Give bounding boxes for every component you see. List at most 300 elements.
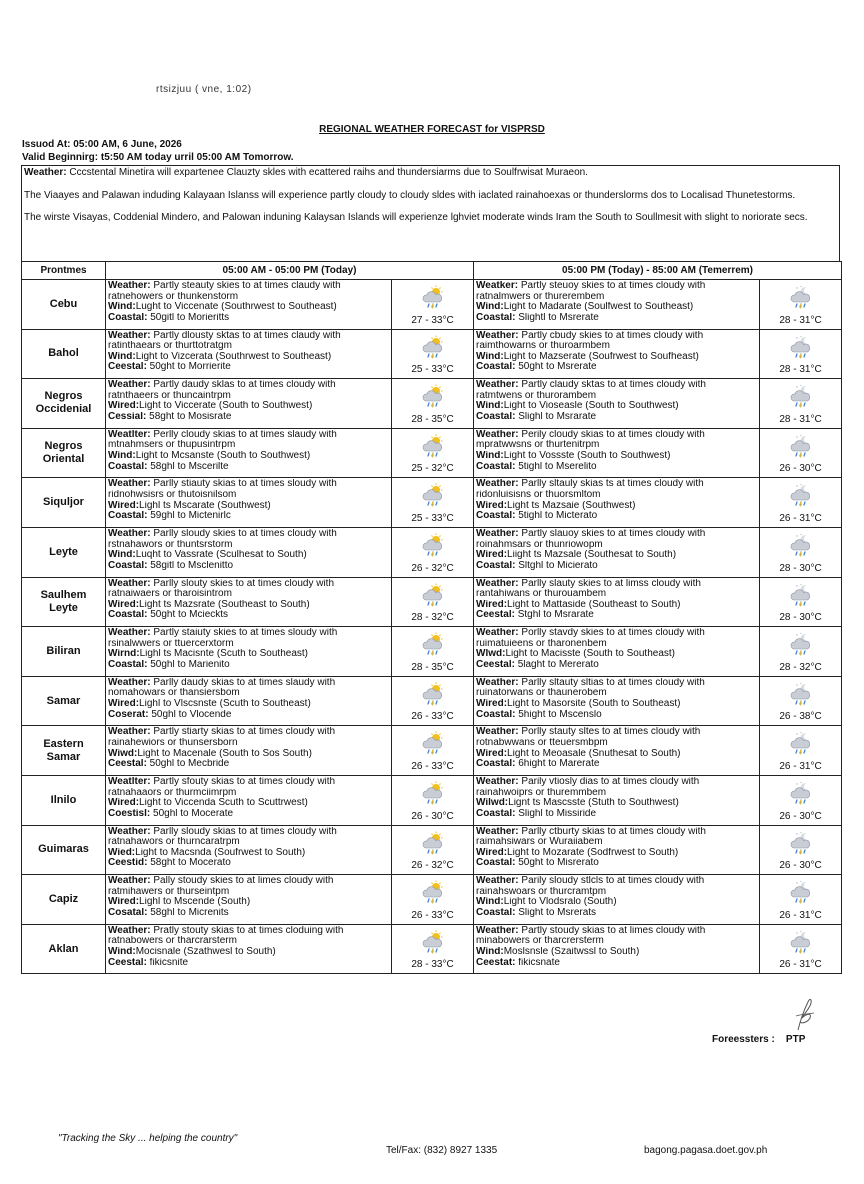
temperature-range: 26 - 31°C bbox=[779, 512, 822, 524]
forecast-line: Wirnd:Lighl ts Macisnte (Scuth to Southeast) bbox=[108, 649, 308, 660]
table-row bbox=[22, 627, 842, 677]
forecast-line: Weather: Partly slauoy skies to at times cloudy with bbox=[476, 528, 706, 539]
col-today: 05:00 AM - 05:00 PM (Today) bbox=[106, 262, 474, 280]
field-label: Weatlter: bbox=[108, 776, 151, 787]
weather-icon-cell bbox=[760, 329, 842, 379]
field-label: Weather: bbox=[476, 876, 519, 887]
forecast-line: ratinthaears or thurttotratgm bbox=[108, 341, 232, 352]
forecast-line: ruimatuieens or tharonenbem bbox=[476, 638, 607, 649]
cloud-sun-rain-icon bbox=[421, 384, 445, 408]
field-label: Weather: bbox=[108, 677, 151, 688]
field-label: Weather: bbox=[108, 826, 151, 837]
cloud-sun-rain-icon bbox=[421, 583, 445, 607]
field-label: Ceestal: bbox=[108, 759, 147, 770]
field-label: Wired: bbox=[476, 550, 508, 561]
forecast-tonight bbox=[474, 726, 760, 776]
forecast-line: Ceestid: 58ght to Mocerato bbox=[108, 858, 231, 869]
cloud-sun-rain-icon bbox=[421, 731, 445, 755]
forecast-line: Weather: Partly daudy sklas to at times cloudy with bbox=[108, 380, 336, 391]
forecast-line: Coestisl: 50ghl to Mocerate bbox=[108, 808, 234, 819]
field-label: Weather: bbox=[108, 925, 151, 936]
forecast-line: Cosatal: 58ghl to Micrenits bbox=[108, 907, 229, 918]
forecast-tonight bbox=[474, 875, 760, 925]
cloud-moon-rain-icon bbox=[789, 434, 813, 458]
forecast-today bbox=[106, 775, 392, 825]
forecast-line: mtnahmsers or thupusintrpm bbox=[108, 440, 236, 451]
forecast-line: ratnalmwers or thurerembem bbox=[476, 291, 605, 302]
province-name: Saulhem Leyte bbox=[22, 577, 106, 627]
forecast-line: Wired:Lighl to Vlscsnste (Scuth to Southeast) bbox=[108, 698, 311, 709]
forecast-line: nomahowars or thansiersbom bbox=[108, 688, 240, 699]
forecast-tonight bbox=[474, 280, 760, 330]
forecast-tonight bbox=[474, 527, 760, 577]
field-label: Wired: bbox=[476, 748, 508, 759]
temperature-range: 26 - 31°C bbox=[779, 760, 822, 772]
temperature-range: 25 - 33°C bbox=[411, 512, 454, 524]
province-name: Siquljor bbox=[22, 478, 106, 528]
synopsis-text-1: Cccstental Minetira will expartenee Clauzty skles with ecattered raihs and thundersiarms due to Soulfrwisat Muraeon. bbox=[69, 167, 588, 178]
cloud-sun-rain-icon bbox=[421, 285, 445, 309]
temperature-range: 26 - 33°C bbox=[411, 909, 454, 921]
field-label: Wind: bbox=[108, 302, 136, 313]
weather-icon-cell bbox=[760, 627, 842, 677]
forecast-line: Weather: Parlly sltauty sltias to at times cloudy with bbox=[476, 677, 705, 688]
forecast-line: Ceestal: 50ghl to Mecbride bbox=[108, 759, 230, 770]
forecast-line: ratmtwens or thurorambem bbox=[476, 390, 597, 401]
field-label: Wind: bbox=[476, 450, 504, 461]
field-label: Weather: bbox=[476, 677, 519, 688]
field-label: Wired: bbox=[108, 500, 140, 511]
forecast-line: Wired:Light to Viccerate (South to Southwest) bbox=[108, 401, 313, 412]
forecast-today bbox=[106, 527, 392, 577]
province-name: Leyte bbox=[22, 527, 106, 577]
forecast-line: Coastal: 58ghl to Mscerilte bbox=[108, 461, 229, 472]
forecast-line: Weatker: Partly steuoy skies to at times cloudy with bbox=[476, 281, 706, 291]
field-label: Weather: bbox=[108, 727, 151, 738]
forecast-tonight bbox=[474, 825, 760, 875]
forecast-line: ridonluisisns or thuorsmltom bbox=[476, 489, 601, 500]
cloud-moon-rain-icon bbox=[789, 731, 813, 755]
weather-icon-cell bbox=[392, 676, 474, 726]
forecast-line: raimthowarns or thuroarmbem bbox=[476, 341, 610, 352]
forecast-line: Weather: Parlly sltauly skias ts at times cloudy with bbox=[476, 479, 704, 490]
weather-icon-cell bbox=[760, 775, 842, 825]
forecasters-line: Foreessters : PTP bbox=[712, 1034, 806, 1045]
forecast-today bbox=[106, 676, 392, 726]
field-label: Coastal: bbox=[108, 610, 148, 621]
field-label: Ceestal: bbox=[476, 610, 515, 621]
forecast-today bbox=[106, 478, 392, 528]
field-label: Coserat: bbox=[108, 709, 149, 720]
forecast-line: Coastal: Sltghl to Micierato bbox=[476, 560, 598, 571]
forecast-line: Coastal: 5tighl to Mserelito bbox=[476, 461, 597, 472]
cloud-sun-rain-icon bbox=[421, 880, 445, 904]
forecast-line: Wind:Light to Vossste (South to Southwest) bbox=[476, 450, 671, 461]
field-label: Wind: bbox=[108, 450, 136, 461]
forecast-line: Ceestal: fikicsnite bbox=[108, 957, 189, 968]
cloud-moon-rain-icon bbox=[789, 533, 813, 557]
field-label: Coastal: bbox=[476, 759, 516, 770]
weather-icon-cell bbox=[760, 527, 842, 577]
temperature-range: 28 - 31°C bbox=[779, 364, 822, 376]
field-label: Wind: bbox=[108, 351, 136, 362]
forecast-line: Wired:Light to Viccenda Scuth to Scuttrwest) bbox=[108, 798, 308, 809]
temperature-range: 26 - 30°C bbox=[411, 810, 454, 822]
forecast-line: Wiwd:Light to Macenale (South to Sos South) bbox=[108, 748, 312, 759]
temperature-range: 25 - 32°C bbox=[411, 463, 454, 475]
forecast-tonight bbox=[474, 676, 760, 726]
field-label: Weather: bbox=[476, 528, 519, 539]
table-row bbox=[22, 875, 842, 925]
field-label: Weather: bbox=[476, 776, 519, 787]
weather-icon-cell bbox=[760, 676, 842, 726]
weather-icon-cell bbox=[760, 478, 842, 528]
field-label: Weather: bbox=[108, 528, 151, 539]
forecast-today bbox=[106, 875, 392, 925]
forecast-line: Wind:Light to Mazserate (Soufrwest to Soufheast) bbox=[476, 351, 699, 362]
province-name: Bahol bbox=[22, 329, 106, 379]
field-label: Weather: bbox=[108, 876, 151, 887]
field-label: Wired: bbox=[476, 698, 508, 709]
forecast-line: Weather: Parlly slouty skies to at times cloudy with bbox=[108, 578, 335, 589]
synopsis-para-1 bbox=[24, 167, 837, 180]
forecast-line: Weather: Porlly stauty sltes to at times cloudy with bbox=[476, 727, 701, 738]
field-label: Coastal: bbox=[476, 461, 516, 472]
forecast-line: Weather: Parlly daudy skias to at times slaudy with bbox=[108, 677, 336, 688]
field-label: Ceestal: bbox=[108, 957, 147, 968]
field-label: Coestisl: bbox=[108, 808, 151, 819]
cloud-sun-rain-icon bbox=[421, 682, 445, 706]
province-name: Negros Oriental bbox=[22, 428, 106, 478]
forecast-line: Wired:Light ts Mazsrate (Southeast to South) bbox=[108, 599, 310, 610]
forecast-line: Weatlter: Perlly cloudy skias to at times slaudy with bbox=[108, 429, 337, 440]
forecast-line: Weather: Partly staiuty skies to at times sloudy with bbox=[108, 628, 338, 639]
field-label: Weather: bbox=[108, 380, 151, 391]
weather-icon-cell bbox=[760, 577, 842, 627]
forecast-line: Wired:Light ts Mazsaie (Southwest) bbox=[476, 500, 636, 511]
weather-icon-cell bbox=[392, 329, 474, 379]
forecast-line: Wired:Light to Mozarate (Sodfrwest to South) bbox=[476, 847, 679, 858]
forecast-line: Weather: Pratly stouty skias to at times cloduing with bbox=[108, 925, 344, 936]
table-body bbox=[22, 280, 842, 974]
cloud-moon-rain-icon bbox=[789, 682, 813, 706]
field-label: Cosatal: bbox=[108, 907, 148, 918]
forecast-line: Weather: Parlly sloudy skies to at times cloudy with bbox=[108, 528, 337, 539]
province-name: Aklan bbox=[22, 924, 106, 974]
weather-icon-cell bbox=[392, 280, 474, 330]
cloud-moon-rain-icon bbox=[789, 781, 813, 805]
table-row bbox=[22, 726, 842, 776]
forecast-line: ratnehowers or thunkenstorm bbox=[108, 291, 239, 302]
forecast-line: rantahiwans or thurouambem bbox=[476, 589, 607, 600]
temperature-range: 28 - 32°C bbox=[411, 612, 454, 624]
cloud-sun-rain-icon bbox=[421, 335, 445, 359]
forecast-line: Coastal: Slighl to Msrarate bbox=[476, 411, 597, 422]
province-name: Biliran bbox=[22, 627, 106, 677]
temperature-range: 27 - 33°C bbox=[411, 314, 454, 326]
forecast-line: Coastal: 50ght to Mcieckts bbox=[108, 610, 229, 621]
forecast-line: Wired:Liight ts Mazsale (Southesat to South) bbox=[476, 550, 677, 561]
forecast-line: rstnahawors or thuntsrstorm bbox=[108, 539, 233, 550]
field-label: Coastal: bbox=[476, 362, 516, 373]
table-row bbox=[22, 676, 842, 726]
tel-fax: Tel/Fax: (832) 8927 1335 bbox=[386, 1145, 498, 1156]
field-label: Weather: bbox=[476, 925, 519, 936]
field-label: Wired: bbox=[108, 798, 140, 809]
forecast-line: Coastal: 58gitl to Msclenitto bbox=[108, 560, 234, 571]
field-label: Cessial: bbox=[108, 411, 147, 422]
forecast-line: Wired:Light to Mattaside (Southeast to South) bbox=[476, 599, 681, 610]
province-name: Eastern Samar bbox=[22, 726, 106, 776]
table-row bbox=[22, 280, 842, 330]
synopsis-label: Weather: bbox=[24, 167, 67, 178]
forecast-line: rainahwoiprs or thuremmbem bbox=[476, 787, 607, 798]
temperature-range: 28 - 33°C bbox=[411, 959, 454, 971]
forecast-tonight bbox=[474, 379, 760, 429]
field-label: Weather: bbox=[476, 479, 519, 490]
cloud-sun-rain-icon bbox=[421, 781, 445, 805]
forecast-line: Weather: Parlly sloudy skias to at times cloudy with bbox=[108, 826, 337, 837]
forecast-table bbox=[21, 261, 842, 974]
weather-icon-cell bbox=[392, 825, 474, 875]
page-title: REGIONAL WEATHER FORECAST for VISPRSD bbox=[319, 124, 545, 135]
field-label: Wind: bbox=[108, 946, 136, 957]
forecast-line: ratnaiwaers or tharoisintrom bbox=[108, 589, 232, 600]
cloud-moon-rain-icon bbox=[789, 384, 813, 408]
field-label: Weather: bbox=[108, 578, 151, 589]
province-name: Negros Occidenial bbox=[22, 379, 106, 429]
field-label: Weather: bbox=[108, 628, 151, 639]
forecast-line: Coastal: Slighl to Missiride bbox=[476, 808, 597, 819]
temperature-range: 28 - 30°C bbox=[779, 562, 822, 574]
field-label: Weather: bbox=[108, 281, 151, 291]
field-label: Wired: bbox=[476, 599, 508, 610]
weather-icon-cell bbox=[760, 924, 842, 974]
forecast-tonight bbox=[474, 478, 760, 528]
forecast-line: Cessial: 58ght to Mosisrate bbox=[108, 411, 232, 422]
field-label: Coastal: bbox=[476, 808, 516, 819]
weather-icon-cell bbox=[760, 825, 842, 875]
temperature-range: 28 - 31°C bbox=[779, 413, 822, 425]
temperature-range: 26 - 30°C bbox=[779, 860, 822, 872]
weather-icon-cell bbox=[392, 379, 474, 429]
province-name: Guimaras bbox=[22, 825, 106, 875]
forecast-today bbox=[106, 329, 392, 379]
field-label: Ceestid: bbox=[108, 858, 148, 869]
table-row bbox=[22, 924, 842, 974]
field-label: Wied: bbox=[108, 847, 136, 858]
field-label: Wilwd: bbox=[476, 798, 509, 809]
temperature-range: 28 - 32°C bbox=[779, 661, 822, 673]
temperature-range: 28 - 31°C bbox=[779, 314, 822, 326]
forecast-line: Weather: Pally stoudy skies to at limes cloudy with bbox=[108, 876, 334, 887]
cloud-moon-rain-icon bbox=[789, 335, 813, 359]
forecast-line: Weather: Partly stiarty skias to at times cloudy with bbox=[108, 727, 336, 738]
table-row bbox=[22, 428, 842, 478]
forecast-line: ratnabowers or tharcrarsterm bbox=[108, 936, 237, 947]
field-label: Wired: bbox=[108, 401, 140, 412]
forecast-line: rotnabwwans or tteuersmbpm bbox=[476, 737, 608, 748]
field-label: Wiwd: bbox=[108, 748, 138, 759]
field-label: Coastal: bbox=[476, 312, 516, 323]
field-label: Weather: bbox=[476, 330, 519, 341]
temperature-range: 26 - 31°C bbox=[779, 909, 822, 921]
field-label: Weather: bbox=[108, 479, 151, 490]
cloud-moon-rain-icon bbox=[789, 880, 813, 904]
field-label: Ceestal: bbox=[108, 362, 147, 373]
forecast-line: Weatlter: Partly sfouty skias to at times cloudy with bbox=[108, 776, 336, 787]
forecast-today bbox=[106, 726, 392, 776]
field-label: Weatker: bbox=[476, 281, 519, 291]
cloud-moon-rain-icon bbox=[789, 930, 813, 954]
field-label: Coastal: bbox=[108, 312, 148, 323]
synopsis-para-2: The Viaayes and Palawan induding Kalayaan Islanss will experience partly cloudy to cloudy sldes with iaclated rainahoexas or thunderslorms dos to Localisad Thunetestorms. bbox=[24, 189, 796, 201]
forecast-line: Wlwd:Light to Macisste (South to Southeast) bbox=[476, 649, 675, 660]
field-label: Coastal: bbox=[476, 907, 516, 918]
field-label: Wired: bbox=[108, 698, 140, 709]
field-label: Coastal: bbox=[476, 858, 516, 869]
temperature-range: 26 - 33°C bbox=[411, 711, 454, 723]
temperature-range: 26 - 38°C bbox=[779, 711, 822, 723]
forecast-line: ridnohwsisrs or thutoisnilsom bbox=[108, 489, 237, 500]
field-label: Wind: bbox=[476, 946, 504, 957]
forecast-line: Wired:Light to Meoasale (Snuthesat to South) bbox=[476, 748, 681, 759]
forecast-line: Coastal: 59ghl to Mictenirlc bbox=[108, 511, 231, 522]
weather-icon-cell bbox=[760, 379, 842, 429]
forecast-line: Coastal: 50gitl to Morieritts bbox=[108, 312, 230, 323]
forecast-today bbox=[106, 627, 392, 677]
temperature-range: 26 - 31°C bbox=[779, 959, 822, 971]
tagline: "Tracking the Sky ... helping the country" bbox=[58, 1133, 238, 1144]
province-name: Ilnilo bbox=[22, 775, 106, 825]
weather-icon-cell bbox=[392, 527, 474, 577]
forecast-line: Weather: Partly steauty skies to at times claudy with bbox=[108, 281, 341, 291]
forecast-line: Weather: Partly dlousty sktas to at times claudy with bbox=[108, 330, 341, 341]
field-label: Wlwd: bbox=[476, 649, 506, 660]
cloud-moon-rain-icon bbox=[789, 831, 813, 855]
synopsis-box bbox=[21, 165, 840, 261]
forecast-line: Weather: Parlly slauty skies to at limss cloudy with bbox=[476, 578, 701, 589]
cloud-sun-rain-icon bbox=[421, 930, 445, 954]
field-label: Coastal: bbox=[108, 511, 148, 522]
forecast-today bbox=[106, 379, 392, 429]
field-label: Coastal: bbox=[476, 560, 516, 571]
synopsis-para-3: The wirste Visayas, Coddenial Mindero, and Palowan induning Kalaysan Islands will experienze lghviet moderate winds Iram the South to Soullmesit with slight to noriorate secs. bbox=[24, 212, 808, 223]
forecast-line: Ceestal: 5laght to Mererato bbox=[476, 659, 599, 670]
forecast-line: Weather: Parily vtiosly dias to at times cloudy with bbox=[476, 776, 700, 787]
field-label: Wind: bbox=[476, 897, 504, 908]
field-label: Wind: bbox=[476, 351, 504, 362]
forecast-today bbox=[106, 577, 392, 627]
forecast-line: Weather: Parlly ctburty skias to at times cloudy with bbox=[476, 826, 706, 837]
forecast-line: Ceestat: fikicsnate bbox=[476, 957, 560, 968]
forecast-line: Coserat: 50ghl to Vlocende bbox=[108, 709, 232, 720]
forecast-line: raimahsiwars or Wuraiiabem bbox=[476, 837, 603, 848]
field-label: Wind: bbox=[476, 302, 504, 313]
forecast-line: Wind:Moslsnsle (Szaitwssl to South) bbox=[476, 946, 640, 957]
forecast-line: Wind:Light to Vlodsralo (South) bbox=[476, 897, 617, 908]
weather-icon-cell bbox=[760, 280, 842, 330]
forecast-today bbox=[106, 924, 392, 974]
cloud-sun-rain-icon bbox=[421, 483, 445, 507]
weather-icon-cell bbox=[392, 627, 474, 677]
forecast-line: Coastal: Slight to Msrerats bbox=[476, 907, 597, 918]
forecast-line: Wind:Light to Mcsanste (South to Southwest) bbox=[108, 450, 311, 461]
field-label: Weatlter: bbox=[108, 429, 151, 440]
field-label: Wired: bbox=[476, 847, 508, 858]
field-label: Wired: bbox=[108, 897, 140, 908]
col-tomorrow: 05:00 PM (Today) - 85:00 AM (Temerrem) bbox=[474, 262, 842, 280]
weather-icon-cell bbox=[760, 726, 842, 776]
forecast-line: Wind:Luqht to Vassrate (Sculhesat to South) bbox=[108, 550, 307, 561]
province-name: Capiz bbox=[22, 875, 106, 925]
forecast-line: roinahmsars or thunriowopm bbox=[476, 539, 603, 550]
forecast-line: Wied:Light to Macsnda (Soufrwest to South) bbox=[108, 847, 306, 858]
forecast-line: Wind:Lught to Viccenate (Southrwest to Southeast) bbox=[108, 302, 337, 313]
field-label: Weather: bbox=[476, 380, 519, 391]
temperature-range: 25 - 33°C bbox=[411, 364, 454, 376]
temperature-range: 26 - 32°C bbox=[411, 562, 454, 574]
forecast-tonight bbox=[474, 924, 760, 974]
field-label: Ceestal: bbox=[476, 659, 515, 670]
forecast-line: Weather: Partly cbudy skies to at times cloudy with bbox=[476, 330, 704, 341]
forecast-line: Coastal: 6hight to Marerate bbox=[476, 759, 600, 770]
table-header-row bbox=[22, 262, 842, 280]
forecast-today bbox=[106, 280, 392, 330]
table-row bbox=[22, 329, 842, 379]
table-row bbox=[22, 379, 842, 429]
weather-icon-cell bbox=[760, 875, 842, 925]
forecast-line: Ceestal: Stghl to Msrarate bbox=[476, 610, 594, 621]
forecast-tonight bbox=[474, 329, 760, 379]
cloud-sun-rain-icon bbox=[421, 434, 445, 458]
weather-icon-cell bbox=[392, 428, 474, 478]
weather-icon-cell bbox=[760, 428, 842, 478]
cloud-moon-rain-icon bbox=[789, 632, 813, 656]
field-label: Coastal: bbox=[108, 560, 148, 571]
forecast-today bbox=[106, 428, 392, 478]
forecast-line: mpratwwsns or thurtenitrpm bbox=[476, 440, 600, 451]
forecast-line: rainahewiors or thunsersborn bbox=[108, 737, 238, 748]
weather-icon-cell bbox=[392, 775, 474, 825]
forecast-line: Weather: Perily cloudy skias to at times cloudy with bbox=[476, 429, 705, 440]
forecast-today bbox=[106, 825, 392, 875]
forecast-line: Ceestal: 50ght to Morrierite bbox=[108, 362, 231, 373]
valid-period: Valid Beginnirg: t5:50 AM today urril 05:00 AM Tomorrow. bbox=[22, 152, 294, 163]
forecast-tonight bbox=[474, 627, 760, 677]
weather-icon-cell bbox=[392, 726, 474, 776]
forecast-line: minabowers or tharcrersterm bbox=[476, 936, 604, 947]
forecast-line: Wind:Mocisnale (Szathwesl to South) bbox=[108, 946, 276, 957]
forecast-line: Wind:Light to Vizcerata (Southrwest to Southeast) bbox=[108, 351, 332, 362]
field-label: Weather: bbox=[476, 826, 519, 837]
table-row bbox=[22, 478, 842, 528]
forecast-line: ratnahawors or thurncaratrpm bbox=[108, 837, 240, 848]
forecast-line: Wired:Lighl ts Mscarate (Southwest) bbox=[108, 500, 271, 511]
cloud-moon-rain-icon bbox=[789, 285, 813, 309]
cloud-sun-rain-icon bbox=[421, 632, 445, 656]
forecast-line: rsinalwwers or ttuercerxtorm bbox=[108, 638, 234, 649]
forecast-line: Coastal: 50ghl to Marienito bbox=[108, 659, 230, 670]
field-label: Ceestat: bbox=[476, 957, 516, 968]
forecast-line: Coastal: 50ght to Msrerate bbox=[476, 362, 597, 373]
table-row bbox=[22, 527, 842, 577]
field-label: Weather: bbox=[108, 330, 151, 341]
field-label: Wind: bbox=[108, 550, 136, 561]
header-stamp: rtsizjuu ( vne, 1:02) bbox=[156, 84, 252, 95]
forecast-line: Coastal: 50ght to Misrerato bbox=[476, 858, 599, 869]
forecast-line: Weather: Parlly stiauty skias to at times sloudy with bbox=[108, 479, 337, 490]
